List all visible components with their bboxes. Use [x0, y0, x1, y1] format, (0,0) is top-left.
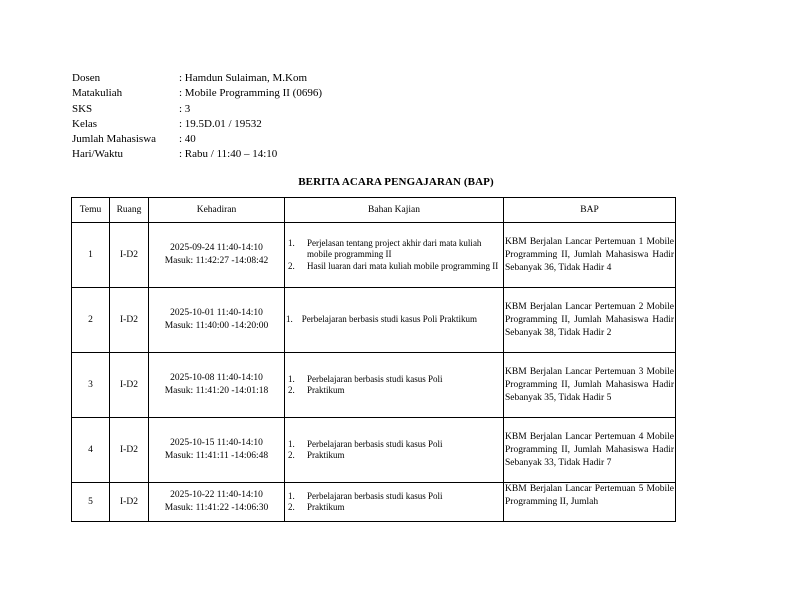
info-row-matakuliah	[72, 86, 322, 101]
cell-kehadiran	[149, 288, 285, 353]
kehadiran-jadwal: 2025-10-22 11:40-14:10	[170, 490, 263, 500]
cell-ruang: I-D2	[110, 353, 149, 418]
list-item	[287, 450, 503, 462]
header-kehadiran: Kehadiran	[149, 198, 285, 223]
info-value: : 19.5D.01 / 19532	[179, 117, 262, 130]
bap-text: KBM Berjalan Lancar Pertemuan 2 Mobile Programming II, Jumlah Mahasiswa Hadir Sebanyak 38, Tidak Hadir 2	[505, 301, 674, 338]
bap-table	[71, 197, 676, 522]
info-row-sks	[72, 102, 322, 117]
kajian-list	[285, 491, 503, 514]
header-temu: Temu	[72, 198, 110, 223]
kehadiran-masuk: Masuk: 11:41:11 -14:06:48	[164, 451, 269, 461]
kajian-list	[285, 238, 503, 273]
bap-text: KBM Berjalan Lancar Pertemuan 4 Mobile Programming II, Jumlah Mahasiswa Hadir Sebanyak 33, Tidak Hadir 7	[505, 431, 674, 468]
cell-kehadiran	[149, 353, 285, 418]
table-row	[72, 418, 676, 483]
cell-bahan-kajian	[285, 483, 504, 522]
info-label: Matakuliah	[72, 87, 123, 100]
list-item	[287, 502, 503, 514]
kehadiran-masuk: Masuk: 11:42:27 -14:08:42	[164, 256, 269, 266]
table-header-row	[72, 198, 676, 223]
list-item	[287, 385, 503, 397]
info-label: Kelas	[72, 117, 98, 130]
kajian-list	[285, 374, 503, 397]
info-value: : Hamdun Sulaiman, M.Kom	[179, 72, 308, 84]
cell-kehadiran	[149, 223, 285, 288]
cell-bahan-kajian	[285, 288, 504, 353]
cell-temu: 3	[72, 353, 110, 418]
cell-ruang: I-D2	[110, 223, 149, 288]
cell-kehadiran	[149, 483, 285, 522]
kajian-text: Perbelajaran berbasis studi kasus Poli	[307, 490, 443, 501]
info-label: Jumlah Mahasiswa	[72, 133, 157, 146]
kajian-number: 2.	[288, 450, 295, 460]
kajian-text: Perbelajaran berbasis studi kasus Poli	[307, 373, 443, 384]
bap-text-clip	[504, 483, 675, 521]
cell-kehadiran	[149, 418, 285, 483]
kehadiran-jadwal: 2025-10-08 11:40-14:10	[170, 373, 263, 383]
cell-temu: 4	[72, 418, 110, 483]
info-value: : Mobile Programming II (0696)	[179, 87, 322, 100]
list-item	[287, 491, 503, 503]
table-row	[72, 353, 676, 418]
header-bahan-kajian: Bahan Kajian	[285, 198, 504, 223]
cell-ruang: I-D2	[110, 418, 149, 483]
document-title: BERITA ACARA PENGAJARAN (BAP)	[298, 176, 494, 188]
kajian-text: Hasil luaran dari mata kuliah mobile programming II	[307, 260, 499, 271]
cell-ruang: I-D2	[110, 483, 149, 522]
header-bap: BAP	[504, 198, 676, 223]
kajian-number: 1.	[288, 237, 295, 248]
info-value: : 3	[179, 102, 191, 115]
cell-bap	[504, 353, 676, 418]
info-row-kelas	[72, 117, 322, 132]
kajian-text: Praktikum	[307, 450, 345, 460]
cell-temu: 5	[72, 483, 110, 522]
table-row	[72, 223, 676, 288]
kajian-text: Perbelajaran berbasis studi kasus Poli	[307, 438, 443, 449]
kehadiran-jadwal: 2025-09-24 11:40-14:10	[170, 243, 263, 253]
cell-bahan-kajian	[285, 418, 504, 483]
cell-bap	[504, 288, 676, 353]
kajian-number: 2.	[288, 502, 295, 512]
info-value: : 40	[179, 133, 196, 146]
cell-bap	[504, 483, 676, 522]
kehadiran-masuk: Masuk: 11:41:22 -14:06:30	[164, 503, 269, 513]
kehadiran-masuk: Masuk: 11:40:00 -14:20:00	[164, 321, 269, 331]
bap-text: KBM Berjalan Lancar Pertemuan 3 Mobile Programming II, Jumlah Mahasiswa Hadir Sebanyak 35, Tidak Hadir 5	[505, 366, 674, 403]
list-item	[287, 374, 503, 386]
cell-ruang: I-D2	[110, 288, 149, 353]
cell-bap	[504, 418, 676, 483]
kajian-number: 1.	[288, 373, 295, 384]
kajian-single: 1. Perbelajaran berbasis studi kasus Poli Praktikum	[286, 314, 477, 325]
header-ruang: Ruang	[110, 198, 149, 223]
info-value: : Rabu / 11:40 – 14:10	[179, 148, 278, 161]
list-item	[287, 439, 503, 451]
kajian-number: 1.	[288, 490, 295, 501]
kehadiran-jadwal: 2025-10-01 11:40-14:10	[170, 308, 263, 318]
bap-text: KBM Berjalan Lancar Pertemuan 1 Mobile Programming II, Jumlah Mahasiswa Hadir Sebanyak 36, Tidak Hadir 4	[505, 236, 674, 273]
info-row-dosen	[72, 71, 322, 86]
cell-bahan-kajian	[285, 353, 504, 418]
cell-bap	[504, 223, 676, 288]
list-item	[287, 261, 503, 273]
kajian-list	[285, 439, 503, 462]
info-row-hari-waktu	[72, 147, 322, 162]
info-label: Dosen	[72, 72, 101, 84]
list-item	[287, 238, 503, 261]
kajian-text: Praktikum	[307, 502, 345, 512]
table-row	[72, 288, 676, 353]
kajian-text: Perjelasan tentang project akhir dari mata kuliah mobile programming II	[307, 237, 482, 260]
kehadiran-jadwal: 2025-10-15 11:40-14:10	[170, 438, 263, 448]
course-info	[72, 71, 322, 163]
kajian-number: 2.	[288, 385, 295, 395]
cell-bahan-kajian	[285, 223, 504, 288]
kajian-number: 2.	[288, 260, 295, 271]
info-row-jumlah-mahasiswa	[72, 132, 322, 147]
kajian-number: 1.	[288, 438, 295, 449]
info-label: Hari/Waktu	[72, 148, 124, 161]
cell-temu: 2	[72, 288, 110, 353]
bap-text: KBM Berjalan Lancar Pertemuan 5 Mobile Programming II, Jumlah	[505, 484, 674, 507]
info-label: SKS	[72, 102, 93, 115]
cell-temu: 1	[72, 223, 110, 288]
kajian-text: Praktikum	[307, 385, 345, 395]
kehadiran-masuk: Masuk: 11:41:20 -14:01:18	[164, 386, 269, 396]
table-row	[72, 483, 676, 522]
